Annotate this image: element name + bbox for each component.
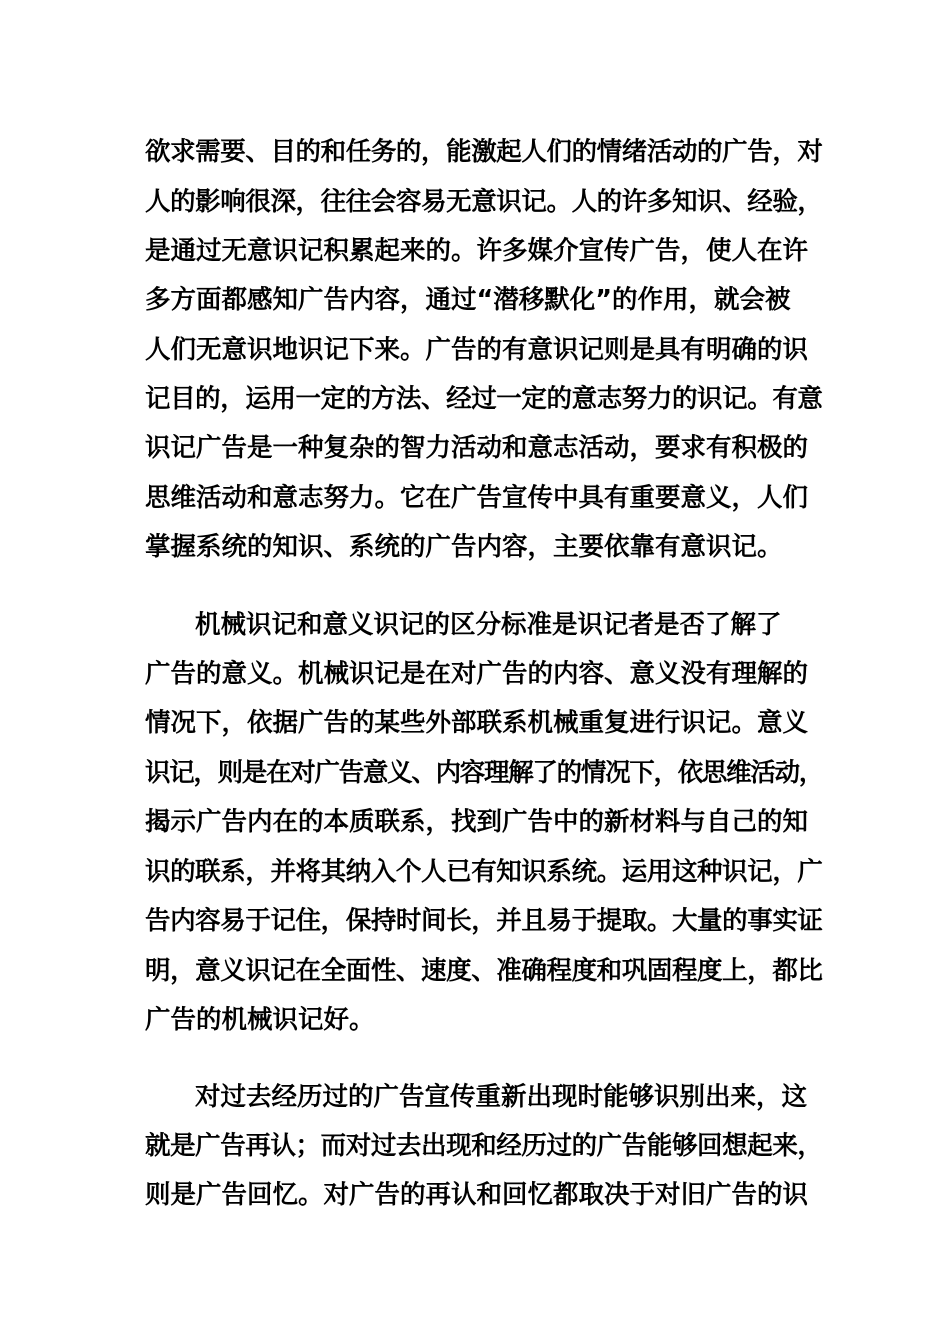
paragraph-2-line-5: 揭示广告内在的本质联系，找到广告中的新材料与自己的知 — [145, 807, 809, 837]
paragraph-2-line-7: 告内容易于记住，保持时间长，并且易于提取。大量的事实证 — [145, 906, 823, 936]
paragraph-2-line-2: 广告的意义。机械识记是在对广告的内容、意义没有理解的 — [145, 659, 809, 689]
paragraph-3-line-1: 对过去经历过的广告宣传重新出现时能够识别出来，这 — [195, 1082, 808, 1112]
paragraph-2-line-8: 明，意义识记在全面性、速度、准确程度和巩固程度上，都比 — [145, 956, 823, 986]
paragraph-1-line-7: 识记广告是一种复杂的智力活动和意志活动，要求有积极的 — [145, 433, 809, 463]
paragraph-1-line-9: 掌握系统的知识、系统的广告内容，主要依靠有意识记。 — [145, 532, 783, 562]
paragraph-2-line-6: 识的联系，并将其纳入个人已有知识系统。运用这种识记，广 — [145, 857, 823, 887]
paragraph-2-line-9: 广告的机械识记好。 — [145, 1005, 375, 1035]
paragraph-1-line-3: 是通过无意识记积累起来的。许多媒介宣传广告，使人在许 — [145, 236, 809, 266]
paragraph-1-line-6: 记目的，运用一定的方法、经过一定的意志努力的识记。有意 — [145, 384, 823, 414]
paragraph-1-line-5: 人们无意识地识记下来。广告的有意识记则是具有明确的识 — [145, 335, 809, 365]
paragraph-1-line-2: 人的影响很深，往往会容易无意识记。人的许多知识、经验， — [145, 187, 823, 217]
paragraph-1-line-4: 多方面都感知广告内容，通过“潜移默化”的作用，就会被 — [145, 285, 791, 315]
paragraph-2-line-1: 机械识记和意义识记的区分标准是识记者是否了解了 — [195, 610, 782, 640]
paragraph-2-line-4: 识记，则是在对广告意义、内容理解了的情况下，依思维活动， — [145, 758, 824, 788]
paragraph-3-line-3: 则是广告回忆。对广告的再认和回忆都取决于对旧广告的识 — [145, 1180, 809, 1210]
paragraph-3-line-2: 就是广告再认；而对过去出现和经历过的广告能够回想起来， — [145, 1131, 823, 1161]
paragraph-1-line-8: 思维活动和意志努力。它在广告宣传中具有重要意义，人们 — [145, 483, 809, 513]
paragraph-1-line-1: 欲求需要、目的和任务的，能激起人们的情绪活动的广告，对 — [145, 137, 823, 167]
paragraph-2-line-3: 情况下，依据广告的某些外部联系机械重复进行识记。意义 — [145, 708, 809, 738]
